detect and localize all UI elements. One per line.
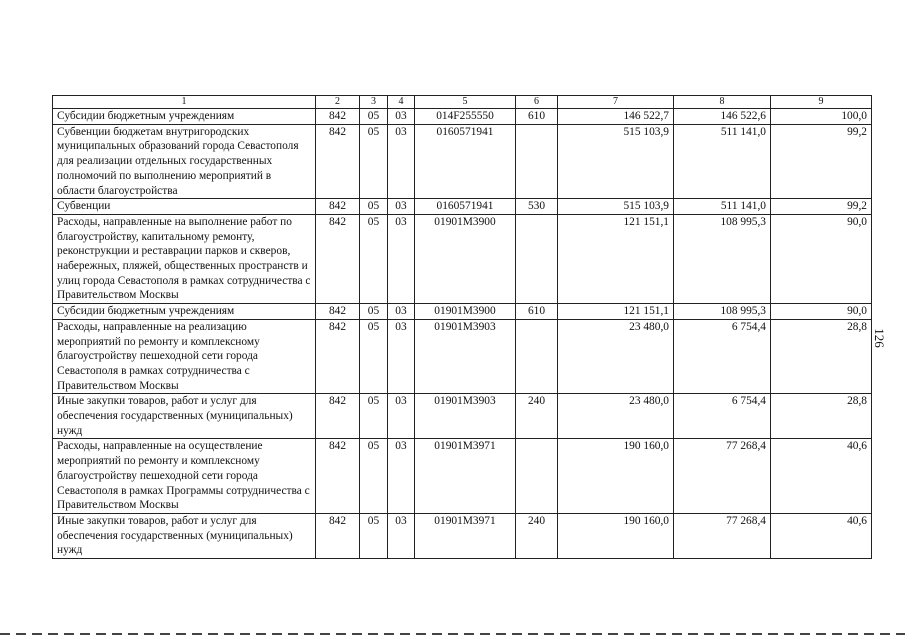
cell-expense-type bbox=[516, 124, 558, 199]
cell-target-article: 0160571941 bbox=[415, 199, 516, 215]
cell-executed: 108 995,3 bbox=[674, 214, 771, 303]
cell-subsection: 03 bbox=[388, 394, 415, 439]
cell-target-article: 01901М3903 bbox=[415, 319, 516, 394]
cell-department: 842 bbox=[316, 124, 360, 199]
table-row bbox=[53, 304, 872, 320]
row-name: Иные закупки товаров, работ и услуг для обеспечения государственных (муниципальных) нужд bbox=[53, 394, 316, 439]
cell-percent: 90,0 bbox=[771, 304, 872, 320]
cell-subsection: 03 bbox=[388, 513, 415, 558]
cell-section: 05 bbox=[360, 214, 388, 303]
cell-target-article: 014F255550 bbox=[415, 109, 516, 125]
cell-subsection: 03 bbox=[388, 304, 415, 320]
cell-section: 05 bbox=[360, 394, 388, 439]
cell-executed: 146 522,6 bbox=[674, 109, 771, 125]
table-row bbox=[53, 109, 872, 125]
cell-expense-type bbox=[516, 214, 558, 303]
cell-planned: 190 160,0 bbox=[558, 439, 674, 514]
row-name: Иные закупки товаров, работ и услуг для обеспечения государственных (муниципальных) нужд bbox=[53, 513, 316, 558]
cell-section: 05 bbox=[360, 124, 388, 199]
cell-department: 842 bbox=[316, 109, 360, 125]
cell-percent: 28,8 bbox=[771, 319, 872, 394]
cell-percent: 40,6 bbox=[771, 439, 872, 514]
column-header: 3 bbox=[360, 96, 388, 109]
cell-expense-type: 240 bbox=[516, 513, 558, 558]
column-header: 7 bbox=[558, 96, 674, 109]
row-name: Расходы, направленные на реализацию мероприятий по ремонту и комплексному благоустройству пешеходной сети города Севастополя в рамках сотрудничества с Правительством Москвы bbox=[53, 319, 316, 394]
cell-section: 05 bbox=[360, 319, 388, 394]
cell-subsection: 03 bbox=[388, 199, 415, 215]
table-row bbox=[53, 394, 872, 439]
cell-percent: 90,0 bbox=[771, 214, 872, 303]
cell-target-article: 0160571941 bbox=[415, 124, 516, 199]
cell-percent: 100,0 bbox=[771, 109, 872, 125]
cell-executed: 6 754,4 bbox=[674, 319, 771, 394]
cell-planned: 515 103,9 bbox=[558, 124, 674, 199]
page-number: 126 bbox=[872, 328, 887, 348]
cell-planned: 515 103,9 bbox=[558, 199, 674, 215]
cell-section: 05 bbox=[360, 513, 388, 558]
cell-department: 842 bbox=[316, 199, 360, 215]
cell-percent: 99,2 bbox=[771, 199, 872, 215]
cell-expense-type bbox=[516, 319, 558, 394]
table-header-row bbox=[53, 96, 872, 109]
cell-executed: 77 268,4 bbox=[674, 439, 771, 514]
cell-subsection: 03 bbox=[388, 214, 415, 303]
cell-expense-type: 240 bbox=[516, 394, 558, 439]
column-header: 5 bbox=[415, 96, 516, 109]
cell-expense-type bbox=[516, 439, 558, 514]
table-row bbox=[53, 319, 872, 394]
cell-expense-type: 530 bbox=[516, 199, 558, 215]
cell-planned: 23 480,0 bbox=[558, 319, 674, 394]
cell-executed: 77 268,4 bbox=[674, 513, 771, 558]
row-name: Субвенции bbox=[53, 199, 316, 215]
cell-subsection: 03 bbox=[388, 109, 415, 125]
table-row bbox=[53, 199, 872, 215]
row-name: Субвенции бюджетам внутригородских муниципальных образований города Севастополя для реализации отдельных государственных полномочий по выполнению мероприятий в области благоустройства bbox=[53, 124, 316, 199]
row-name: Субсидии бюджетным учреждениям bbox=[53, 109, 316, 125]
cell-subsection: 03 bbox=[388, 439, 415, 514]
row-name: Расходы, направленные на выполнение работ по благоустройству, капитальному ремонту, реконструкции и реставрации парков и скверов, набережных, пляжей, общественных пространств и улиц города Севастополя в рамках сотрудничества с Правительством Москвы bbox=[53, 214, 316, 303]
column-header: 6 bbox=[516, 96, 558, 109]
cell-executed: 108 995,3 bbox=[674, 304, 771, 320]
cell-percent: 40,6 bbox=[771, 513, 872, 558]
cell-executed: 511 141,0 bbox=[674, 199, 771, 215]
cell-department: 842 bbox=[316, 304, 360, 320]
row-name: Расходы, направленные на осуществление мероприятий по ремонту и комплексному благоустройству пешеходной сети города Севастополя в рамках Программы сотрудничества с Правительством Москвы bbox=[53, 439, 316, 514]
cell-target-article: 01901М3971 bbox=[415, 513, 516, 558]
cell-target-article: 01901М3971 bbox=[415, 439, 516, 514]
cell-subsection: 03 bbox=[388, 319, 415, 394]
cell-section: 05 bbox=[360, 199, 388, 215]
table-row bbox=[53, 439, 872, 514]
column-header: 1 bbox=[53, 96, 316, 109]
row-name: Субсидии бюджетным учреждениям bbox=[53, 304, 316, 320]
cell-section: 05 bbox=[360, 439, 388, 514]
cell-target-article: 01901М3900 bbox=[415, 304, 516, 320]
cell-department: 842 bbox=[316, 513, 360, 558]
table-row bbox=[53, 124, 872, 199]
cell-planned: 146 522,7 bbox=[558, 109, 674, 125]
cell-department: 842 bbox=[316, 214, 360, 303]
cell-planned: 121 151,1 bbox=[558, 304, 674, 320]
cell-percent: 99,2 bbox=[771, 124, 872, 199]
cell-planned: 121 151,1 bbox=[558, 214, 674, 303]
cell-planned: 23 480,0 bbox=[558, 394, 674, 439]
cell-subsection: 03 bbox=[388, 124, 415, 199]
cell-department: 842 bbox=[316, 319, 360, 394]
cell-target-article: 01901М3903 bbox=[415, 394, 516, 439]
column-header: 4 bbox=[388, 96, 415, 109]
cell-executed: 6 754,4 bbox=[674, 394, 771, 439]
table-row bbox=[53, 513, 872, 558]
column-header: 2 bbox=[316, 96, 360, 109]
cell-section: 05 bbox=[360, 304, 388, 320]
column-header: 8 bbox=[674, 96, 771, 109]
cell-planned: 190 160,0 bbox=[558, 513, 674, 558]
cell-department: 842 bbox=[316, 394, 360, 439]
cell-percent: 28,8 bbox=[771, 394, 872, 439]
cell-section: 05 bbox=[360, 109, 388, 125]
scan-edge-divider bbox=[0, 633, 905, 635]
cell-executed: 511 141,0 bbox=[674, 124, 771, 199]
cell-target-article: 01901М3900 bbox=[415, 214, 516, 303]
table-row bbox=[53, 214, 872, 303]
cell-department: 842 bbox=[316, 439, 360, 514]
cell-expense-type: 610 bbox=[516, 304, 558, 320]
budget-table bbox=[52, 95, 872, 559]
cell-expense-type: 610 bbox=[516, 109, 558, 125]
column-header: 9 bbox=[771, 96, 872, 109]
